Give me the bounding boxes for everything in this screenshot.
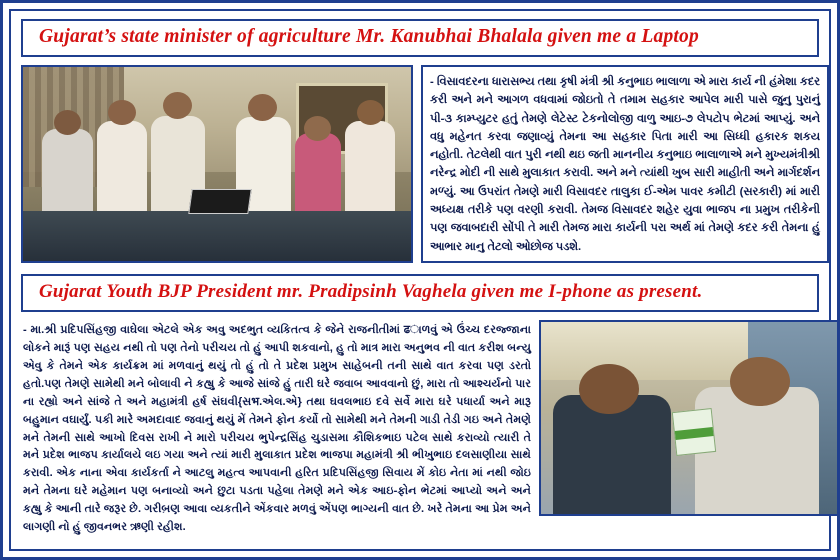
photo2-gift-box — [672, 408, 717, 456]
photo-person-head — [357, 100, 384, 125]
photo-table — [23, 211, 411, 261]
photo2-person-left-head — [579, 364, 638, 414]
article-text-laptop: - વિસાવદરના ધારાસભ્ય તથા કૃષી મંત્રી શ્રી કનુભાઇ ભાલાળા એ મારા કાર્ય ની હંમેશા કદર કરી અને મને આગળ વધવામાં જોઇતો તે તમામ સહકાર આપેલ મારી પાસે જુનુ પુરાનું પી-૩ કામ્પ્યુટર હતું તેમણે લેટેસ્ટ ટેકનોલોજી વાળુ આઇ-૭ લેપટોપ ભેટમાં આપ્યું. અને વધુ મહેનત કરવા જણાવ્યું તેમના આ સહકાર પિતા મારી આ સિધ્ધી હકારક શકય નહોતી. તેટલેથી વાત પુરી નથી થઇ જતી માનનીય કનુભાઇ ભાલાળાએ મને મુખ્યમંત્રીશ્રી નરેન્દ્ર મોદી ની સાથે મુલાકાત કરાવી. અને મને ત્યાંથી ખુબ સારી માહીતી અને માર્ગદર્શન મળ્યું. આ ઉપરાંત તેમણે મારી વિસાવદર તાલુકા ઈ-એમ પાવર કમીટી (સરકારી) માં મારી અધ્યક્ષ તરીકે પણ વરણી કરાવી. તેમજ વિસાવદર શહેર યુવા ભાજપ ના પ્રમુખ તરીકેની પણ જવાબદારી સોંપી તે મારી તેમજ મારા કાર્યની પરા અર્થ માં તેમણે કદર કરી તેમના હું આભાર માનુ તેટલો ઓછોજ પડશે. — [430, 76, 820, 253]
section-1-body — [21, 65, 819, 265]
photo-person — [42, 129, 92, 222]
photo-laptop-object — [188, 189, 252, 214]
article-text-iphone: - મા.શ્રી પ્રદિપસિંહજી વાઘેલા એટલે એક અવુ અદભુત વ્યકિતત્વ કે જેને રાજનીતીમાં ढાળવું એ ઉંચ્ચ દરજ્જાના લોકને મારૂં પણ સહય નથી તો પણ તેનો પરીચય તો હું આપી શકવાનો, હુ તો માત્ર મારા અનુભવ ની વાત કરીશ બન્યુ એવુ કે તેમને એક કાર્યક્રમ માં મળવાનું થયું તો હું તો તે પ્રદેશ પ્રમુખ સાહેબની તની સાથે વાત કરવા પણ ડરતો હતો.પણ તેમણે સામેથી મને બોલાવી ને કહ્યુ કે આજે સાંજે હું તારી ઘરે જવાબ આવવાનો છું, મારા તો આશ્ચર્યનો પાર ના રહ્યો અને સાંજે તે અને મહામંત્રી હર્ષ સંઘવી{સभ.એલ.એ} તથા ઘવલભાઇ દવે સર્વે મારા ઘરે પધાર્યા અને મારૂ બહુમાન વઘાર્યું. પકી મારે અમદાવાદ જવાનું થયું મેં તેમને ફોન કર્યો તો સામેથી મને તેમની ગાડી તેડી ગઇ અને તેમણે મને તેમની સાથે આખો દિવસ રાખી ને મારો પરીચય ભુપેન્દ્રસિંહ ચુડાસમા કૌશિકભાઇ પટેલ સાથે કરાવ્યો ત્યારી તે મને પ્રદેશ ભાજપ કાર્યાલયે લઇ ગયા અને ત્યાં મારી મુલાકાત પ્રદેશ ભાજપા મહામંત્રી શ્રી ભીખુભાઇ દલસાણીયા સાથે કરાવી. એક નાના એવા કાર્યકર્તા ને આટલુ મહત્વ આપવાની હરિત પ્રદિપસિંહજી સિવાય મેં કોઇ નેતા માં નથી જોઇ મને તેમના ઘરે મહેમાન પણ બનાવ્યો અને છુટા પડતા પહેલા તેમણે મને એક આઇ-ફોન ભેટમાં આપ્યો અને અને કહ્યુ કે આની તારે જરૂર છે. ગરીબ઼ણ આવા વ્યકતીને એંકવાર મળવું એંપણ ભાગ્યની વાત છે. ખરે તેમના આ પ્રેમ અને લાગણી નો હું જીવનભર ઋણી રહીશ. — [23, 324, 531, 534]
section-laptop — [21, 19, 819, 265]
photo-person-head — [163, 92, 192, 119]
photo-person-head — [304, 116, 331, 141]
laptop-presentation-photo — [21, 65, 413, 263]
article-text-iphone-box — [21, 320, 839, 548]
photo-person-head — [54, 110, 81, 135]
photo2-person-right-head — [730, 357, 789, 407]
photo2-gift-box-band — [675, 427, 714, 440]
photo-person-head — [108, 100, 135, 125]
section-2-body — [21, 320, 819, 548]
page-title-iphone: Gujarat Youth BJP President mr. Pradipsinh Vaghela given me I-phone as present. — [39, 281, 703, 302]
photo-person — [97, 121, 147, 222]
headline-box-2 — [21, 274, 819, 312]
photo-person — [345, 121, 395, 222]
article-text-laptop-box — [421, 65, 829, 263]
photo-person — [295, 133, 342, 222]
section-iphone — [21, 274, 819, 548]
iphone-presentation-photo — [539, 320, 839, 516]
page-title-laptop: Gujarat’s state minister of agriculture Mr. Kanubhai Bhalala given me a Laptop — [39, 26, 699, 47]
photo-float-spacer — [531, 322, 837, 522]
document-inner-frame — [9, 9, 831, 551]
headline-box-1 — [21, 19, 819, 57]
